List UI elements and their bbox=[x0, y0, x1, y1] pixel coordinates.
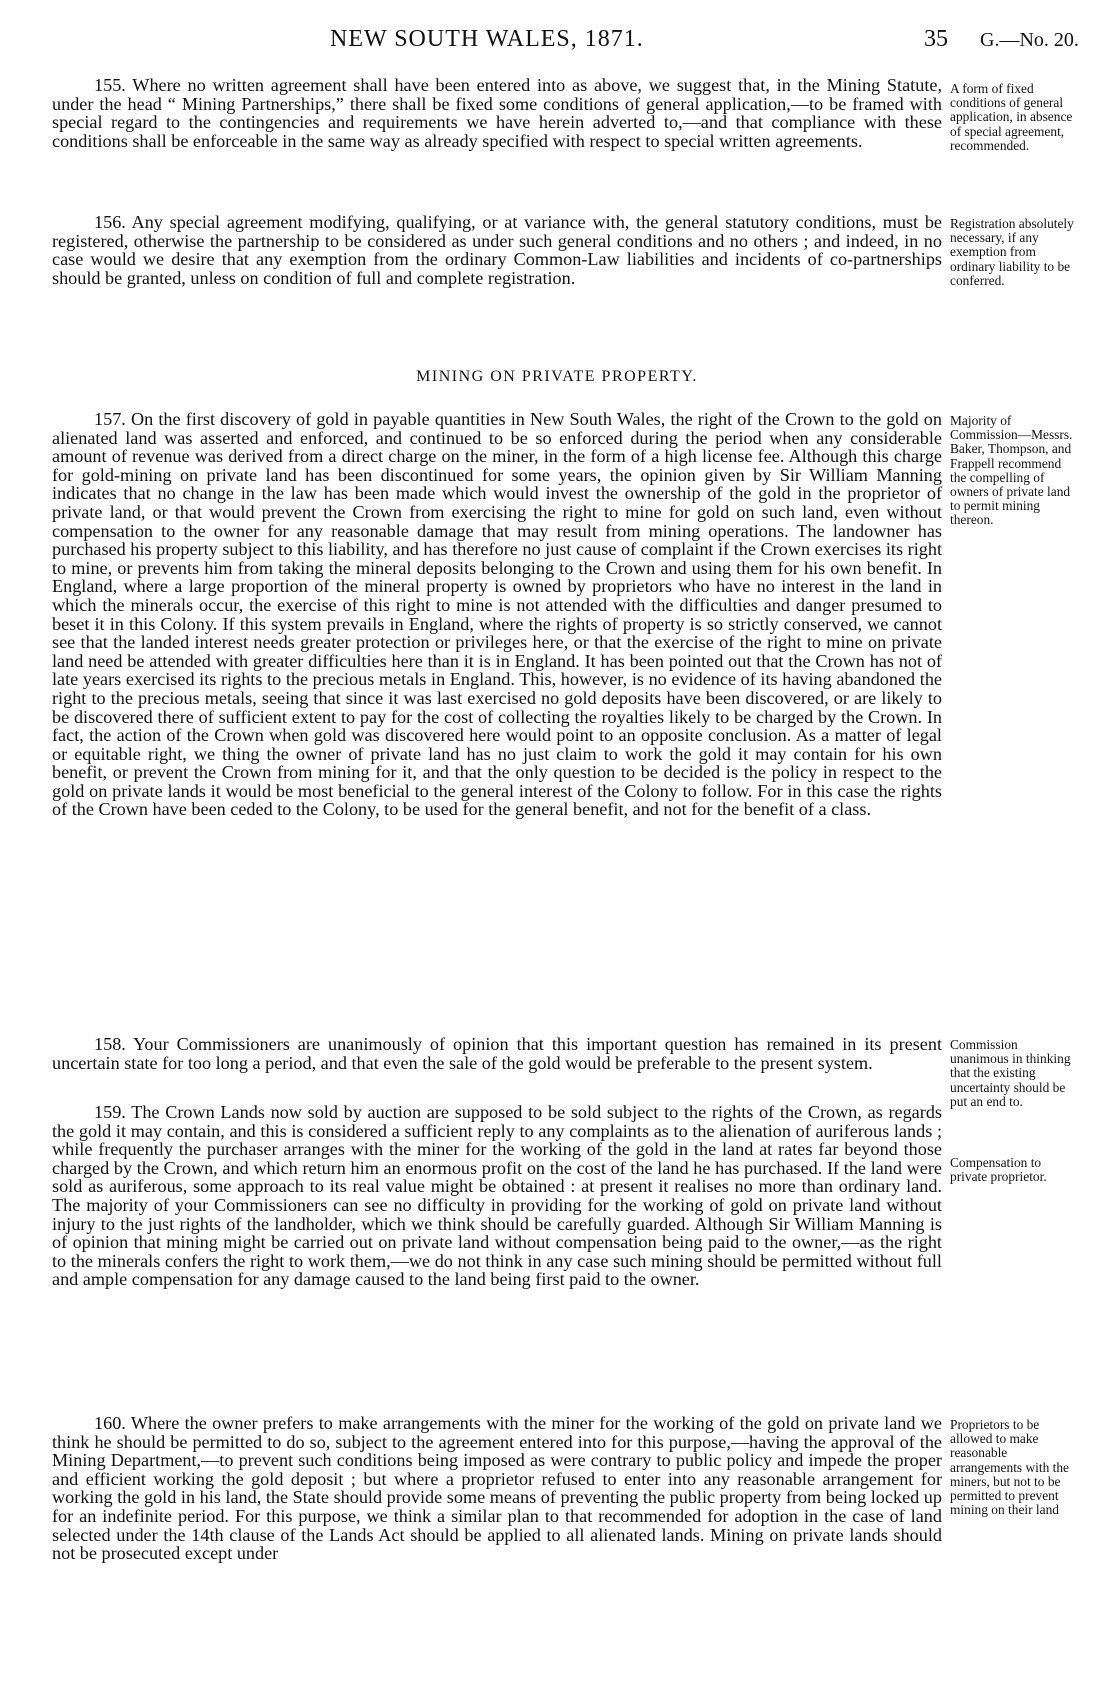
side-note-159: Compensation to private proprietor. bbox=[950, 1155, 1047, 1185]
paragraph-157: 157. On the first discovery of gold in payable quantities in New South Wales, the right of the Crown to the gold on alienated land was asserted and enforced, and continued to be so enforced during the period when any considerable amount of revenue was derived from a direct charge on the miner, in the form of a high license fee. Although this charge for gold-mining on private land has been discontinued for some years, the opinion given by Sir William Manning indicates that no change in the law has been made which would invest the ownership of the gold in the proprietor of private land, or that would prevent the Crown from exercising the right to mine for gold on such land, even without compensation to the owner for any reasonable damage that may result from mining operations. The landowner has purchased his property subject to this liability, and has therefore no just cause of complaint if the Crown exercises its right to mine, or prevents him from taking the mineral deposits belonging to the Crown and using them for his own benefit. In England, where a large proportion of the mineral property is owned by proprietors who have no interest in the land in which the minerals occur, the exercise of this right to mine is not attended with the difficulties and danger presumed to beset it in this Colony. If this system prevails in England, where the rights of property is so strictly conserved, we cannot see that the landed interest needs greater protection or privileges here, or that the exercise of the right to mine on private land need be attended with greater difficulties here than it is in England. It has been pointed out that the Crown has not of late years exercised its rights to the precious metals in England. This, however, is no evidence of its having abandoned the right to the precious metals, seeing that since it was last exercised no gold deposits have been discovered, or are likely to be discovered there of sufficient extent to pay for the cost of collecting the royalties likely to be charged by the Crown. In fact, the action of the Crown when gold was discovered here would point to an opposite conclusion. As a matter of legal or equitable right, we thing the owner of private land has no just claim to work the gold it may contain for his own benefit, or prevent the Crown from mining for it, and that the only question to be decided is the policy in respect to the gold on private lands it would be most beneficial to the general interest of the Colony to follow. For in this case the rights of the Crown have been ceded to the Colony, to be used for the general benefit, and not for the benefit of a class. bbox=[52, 409, 942, 820]
paragraph-159: 159. The Crown Lands now sold by auction are supposed to be sold subject to the rights of the Crown, as regards the gold it may contain, and this is considered a sufficient reply to any complaints as to the alienation of auriferous lands ; while frequently the purchaser arranges with the miner for the working of the gold in the land at rates far beyond those charged by the Crown, and which return him an enormous profit on the cost of the land he has purchased. If the land were sold as auriferous, some approach to its real value might be obtained : at present it realises no more than ordinary land. The majority of your Commissioners can see no difficulty in providing for the working of gold on private land without injury to the just rights of the landholder, which we think should be carefully guarded. Although Sir William Manning is of opinion that mining might be carried out on private land without compensation being paid to the owner,—as the right to the minerals confers the right to work them,—we do not think in any case such mining should be permitted without full and ample compensation for any damage caused to the land being first paid to the owner. bbox=[52, 1102, 942, 1290]
page-number: 35 bbox=[924, 26, 948, 52]
document-reference: G.—No. 20. bbox=[980, 29, 1079, 51]
side-note-155: A form of fixed conditions of general application, in absence of special agreement, recommended. bbox=[950, 81, 1073, 153]
header-title: NEW SOUTH WALES, 1871. bbox=[330, 26, 644, 52]
side-note-156: Registration absolutely necessary, if any exemption from ordinary liability to be conferred. bbox=[950, 216, 1074, 288]
paragraph-156: 156. Any special agreement modifying, qualifying, or at variance with, the general statutory conditions, must be registered, otherwise the partnership to be considered as under such general conditions and no others ; and indeed, in no case would we desire that any exemption from the ordinary Common-Law liabilities and incidents of co-partnerships should be granted, unless on condition of full and complete registration. bbox=[52, 212, 942, 288]
side-note-157: Majority of Commission—Messrs. Baker, Thompson, and Frappell recommend the compelling of owners of private land to permit mining thereon. bbox=[950, 413, 1073, 528]
paragraph-158: 158. Your Commissioners are unanimously of opinion that this important question has remained in its present uncertain state for too long a period, and that even the sale of the gold would be preferable to the present system. bbox=[52, 1034, 942, 1073]
section-heading: MINING ON PRIVATE PROPERTY. bbox=[416, 368, 698, 385]
side-note-158: Commission unanimous in thinking that the existing uncertainty should be put an end to. bbox=[950, 1037, 1071, 1109]
page-header bbox=[0, 26, 1114, 56]
paragraph-160: 160. Where the owner prefers to make arrangements with the miner for the working of the gold on private land we think he should be permitted to do so, subject to the agreement entered into for this purpose,—having the approval of the Mining Department,—to prevent such conditions being imposed as were contrary to public policy and impede the proper and efficient working the gold deposit ; but where a proprietor refused to enter into any reasonable arrangement for working the gold in his land, the State should provide some means of preventing the public property from being locked up for an indefinite period. For this purpose, we think a similar plan to that recommended for adoption in the case of land selected under the 14th clause of the Lands Act should be applied to all alienated lands. Mining on private lands should not be prosecuted except under bbox=[52, 1413, 942, 1564]
paragraph-155: 155. Where no written agreement shall have been entered into as above, we suggest that, in the Mining Statute, under the head “ Mining Partnerships,” there shall be fixed some conditions of general application,—to be framed with special regard to the contingencies and requirements we have herein adverted to,—and that compliance with these conditions shall be enforceable in the same way as already specified with respect to special written agreements. bbox=[52, 75, 942, 151]
side-note-160: Proprietors to be allowed to make reasonable arrangements with the miners, but not to be permitted to prevent mining on their land bbox=[950, 1417, 1069, 1518]
